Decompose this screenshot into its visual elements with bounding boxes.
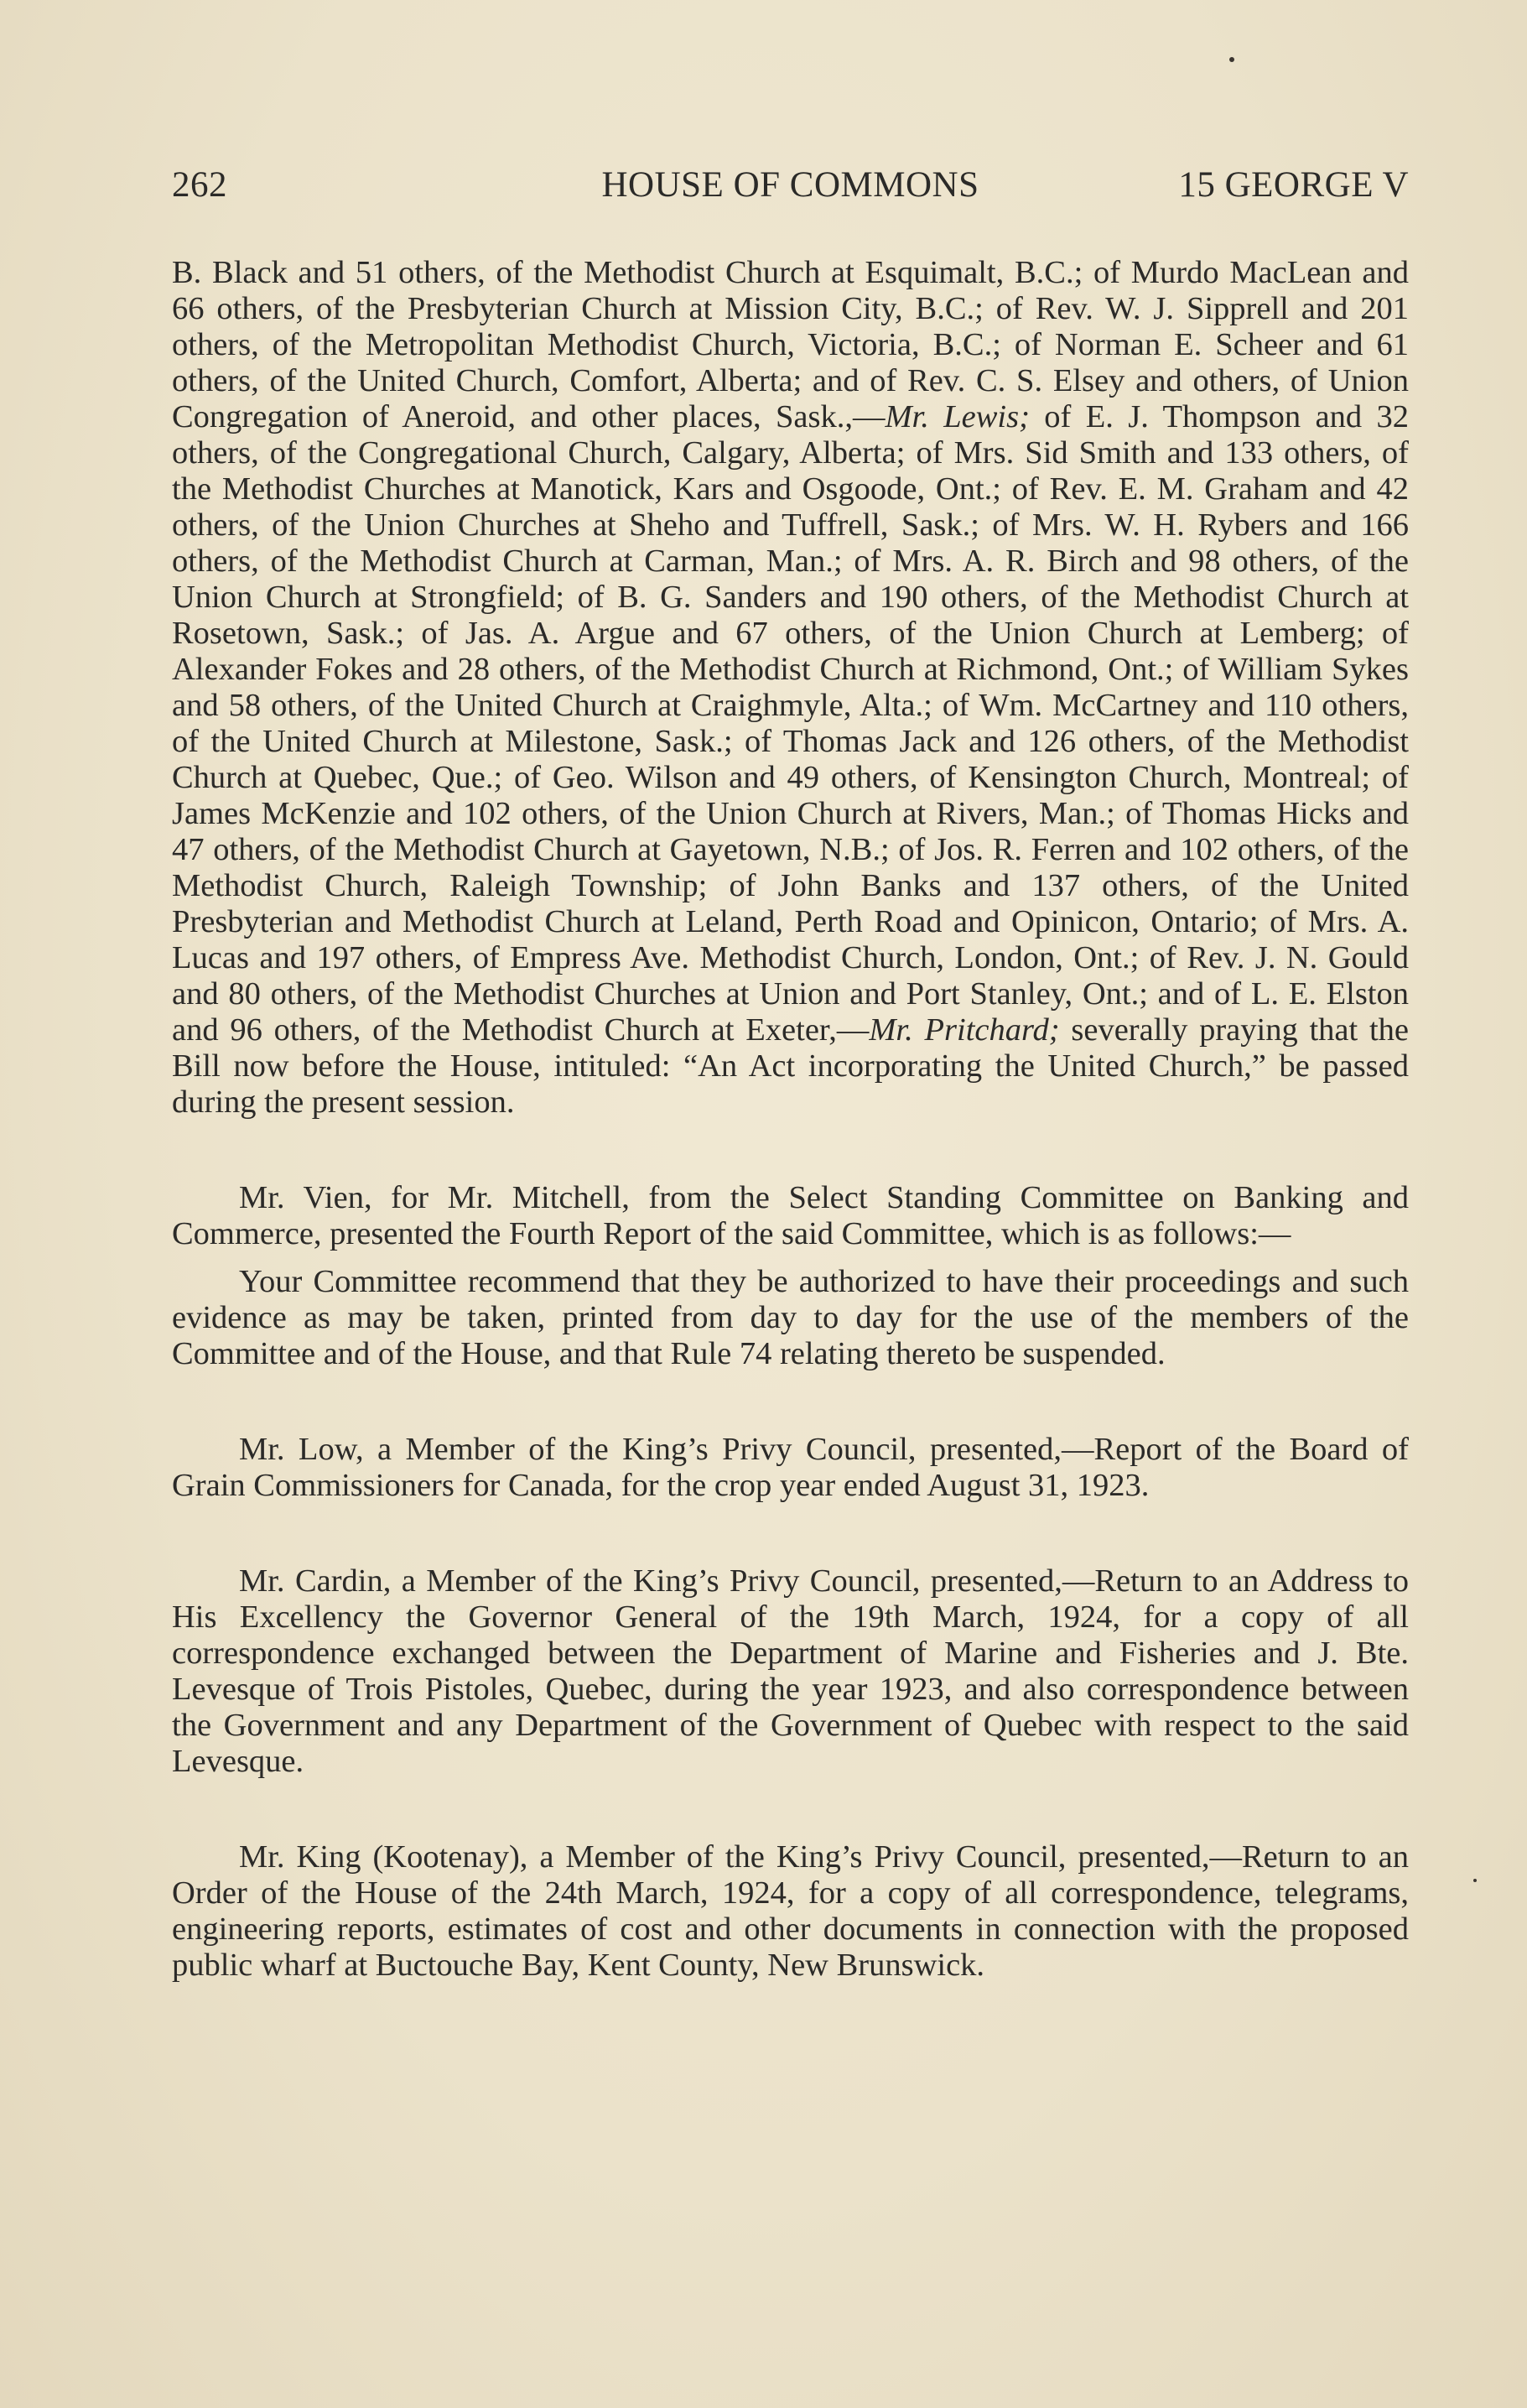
petition-text-part-1: B. Black and 51 others, of the Methodist Church at Esquimalt, B.C.; of Murdo MacLean and 66 others, of the Presbyterian Church at Mission City, B.C.; of Rev. W. J. Sipprell and 201 others, of the Metropolitan Methodist Church, Victoria, B.C.; of Norman E. Scheer and 61 others, of the United Church, Comfort, Alberta; and of Rev. C. S. Elsey and others, of Union Congregation of Aneroid, and other places, Sask.,— — [172, 255, 1409, 434]
running-head — [172, 164, 1409, 215]
page-number: 262 — [172, 165, 227, 205]
entry-committee-report: Mr. Vien, for Mr. Mitchell, from the Select Standing Committee on Banking and Commerce, presented the Fourth Report of the said Committee, which is as follows:— — [172, 1180, 1409, 1251]
print-speck — [1473, 1879, 1477, 1882]
regnal-year: 15 GEORGE V — [1178, 165, 1409, 205]
entry-levesque-return: Mr. Cardin, a Member of the King’s Privy Council, presented,—Return to an Address to His Excellency the Governor General of the 19th March, 1924, for a copy of all correspondence exchanged between the Department of Marine and Fisheries and J. Bte. Levesque of Trois Pistoles, Quebec, during the year 1923, and also correspondence between the Government and any Department of the Government of Quebec with respect to the said Levesque. — [172, 1563, 1409, 1779]
member-name-lewis: Mr. Lewis; — [885, 399, 1030, 434]
journal-title: HOUSE OF COMMONS — [601, 165, 979, 205]
page-body — [172, 255, 1409, 1984]
entry-buctouche-wharf-return: Mr. King (Kootenay), a Member of the King’s Privy Council, presented,—Return to an Order of the House of the 24th March, 1924, for a copy of all correspondence, telegrams, engineering reports, estimates of cost and other documents in connection with the proposed public wharf at Buctouche Bay, Kent County, New Brunswick. — [172, 1839, 1409, 1983]
petition-continuation — [172, 255, 1409, 1121]
entry-grain-commissioners-report: Mr. Low, a Member of the King’s Privy Council, presented,—Report of the Board of Grain Commissioners for Canada, for the crop year ended August 31, 1923. — [172, 1432, 1409, 1503]
petition-text-part-3: severally praying that the Bill now before the House, intituled: “An Act incorporating the United Church,” be passed during the present session. — [172, 1012, 1409, 1120]
petition-text-part-2: of E. J. Thompson and 32 others, of the Congregational Church, Calgary, Alberta; of Mrs. Sid Smith and 133 others, of the Methodist Churches at Manotick, Kars and Osgoode, Ont.; of Rev. E. M. Graham and 42 others, of the Union Churches at Sheho and Tuffrell, Sask.; of Mrs. W. H. Rybers and 166 others, of the Methodist Church at Carman, Man.; of Mrs. A. R. Birch and 98 others, of the Union Church at Strongfield; of B. G. Sanders and 190 others, of the Methodist Church at Rosetown, Sask.; of Jas. A. Argue and 67 others, of the Union Church at Lemberg; of Alexander Fokes and 28 others, of the Methodist Church at Richmond, Ont.; of William Sykes and 58 others, of the United Church at Craighmyle, Alta.; of Wm. McCartney and 110 others, of the United Church at Milestone, Sask.; of Thomas Jack and 126 others, of the Methodist Church at Quebec, Que.; of Geo. Wilson and 49 others, of Kensington Church, Montreal; of James McKenzie and 102 others, of the Union Church at Rivers, Man.; of Thomas Hicks and 47 others, of the Methodist Church at Gayetown, N.B.; of Jos. R. Ferren and 102 others, of the Methodist Church, Raleigh Township; of John Banks and 137 others, of the United Presbyterian and Methodist Church at Leland, Perth Road and Opinicon, Ontario; of Mrs. A. Lucas and 197 others, of Empress Ave. Methodist Church, London, Ont.; of Rev. J. N. Gould and 80 others, of the Methodist Churches at Union and Port Stanley, Ont.; and of L. E. Elston and 96 others, of the Methodist Church at Exeter,— — [172, 399, 1409, 1048]
committee-report-text: Your Committee recommend that they be authorized to have their proceedings and such evidence as may be taken, printed from day to day for the use of the members of the Committee and of the House, and that Rule 74 relating thereto be suspended. — [172, 1264, 1409, 1371]
print-speck — [1229, 57, 1234, 62]
member-name-pritchard: Mr. Pritchard; — [869, 1012, 1060, 1048]
